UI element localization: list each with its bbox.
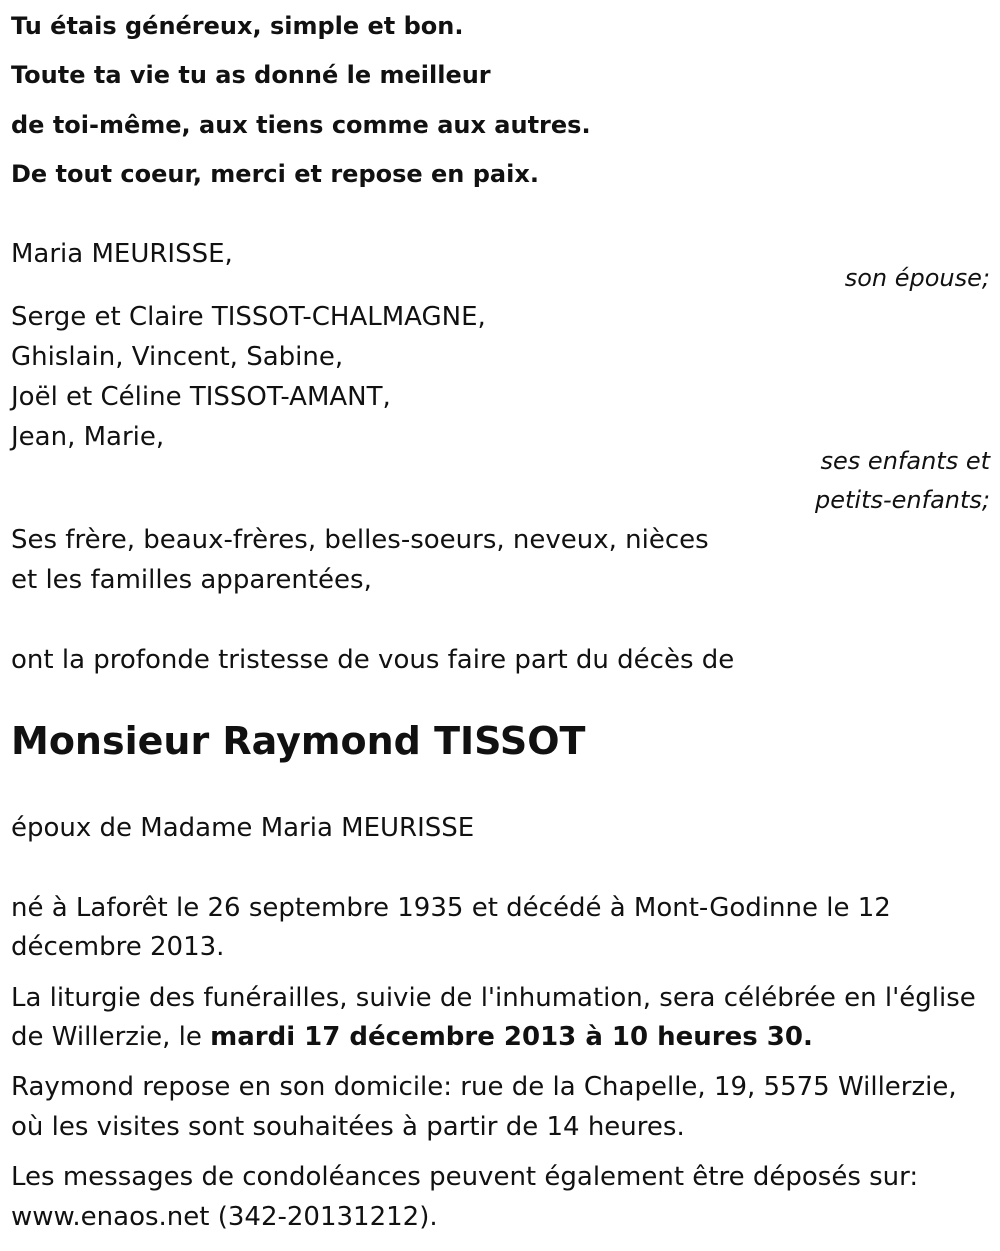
poem-line-1: Tu étais généreux, simple et bon. (11, 12, 464, 40)
spouse-name: Maria MEURISSE, (11, 239, 233, 269)
child-line-4: Jean, Marie, (11, 422, 165, 452)
poem-line-4: De tout coeur, merci et repose en paix. (11, 160, 539, 188)
poem-line-2: Toute ta vie tu as donné le meilleur (11, 61, 491, 89)
rest-line-1: Raymond repose en son domicile: rue de la Chapelle, 19, 5575 Willerzie, (11, 1072, 957, 1102)
birth-death-line-2: décembre 2013. (11, 932, 225, 962)
family-line-1: Ses frère, beaux-frères, belles-soeurs, neveux, nièces (11, 525, 709, 555)
family-line-2: et les familles apparentées, (11, 565, 372, 595)
condolences-line-1: Les messages de condoléances peuvent également être déposés sur: (11, 1162, 919, 1192)
birth-death-line-1: né à Laforêt le 26 septembre 1935 et décédé à Mont-Godinne le 12 (11, 893, 891, 923)
spouse-relation: son épouse; (844, 264, 990, 292)
children-relation-2: petits-enfants; (815, 486, 990, 514)
child-line-2: Ghislain, Vincent, Sabine, (11, 342, 344, 372)
spouse-of: époux de Madame Maria MEURISSE (11, 813, 475, 843)
children-relation-1: ses enfants et (820, 447, 990, 475)
poem-line-3: de toi-même, aux tiens comme aux autres. (11, 111, 591, 139)
child-line-3: Joël et Céline TISSOT-AMANT, (11, 382, 391, 412)
announcement: ont la profonde tristesse de vous faire part du décès de (11, 645, 735, 675)
child-line-1: Serge et Claire TISSOT-CHALMAGNE, (11, 302, 486, 332)
deceased-name: Monsieur Raymond TISSOT (11, 719, 586, 763)
condolences-line-2: www.enaos.net (342-20131212). (11, 1202, 438, 1232)
funeral-prefix: de Willerzie, le (11, 1022, 211, 1052)
funeral-line-1: La liturgie des funérailles, suivie de l'inhumation, sera célébrée en l'église (11, 983, 976, 1013)
funeral-date: mardi 17 décembre 2013 à 10 heures 30. (210, 1022, 813, 1052)
funeral-line-2 (11, 1024, 813, 1050)
rest-line-2: où les visites sont souhaitées à partir de 14 heures. (11, 1112, 685, 1142)
